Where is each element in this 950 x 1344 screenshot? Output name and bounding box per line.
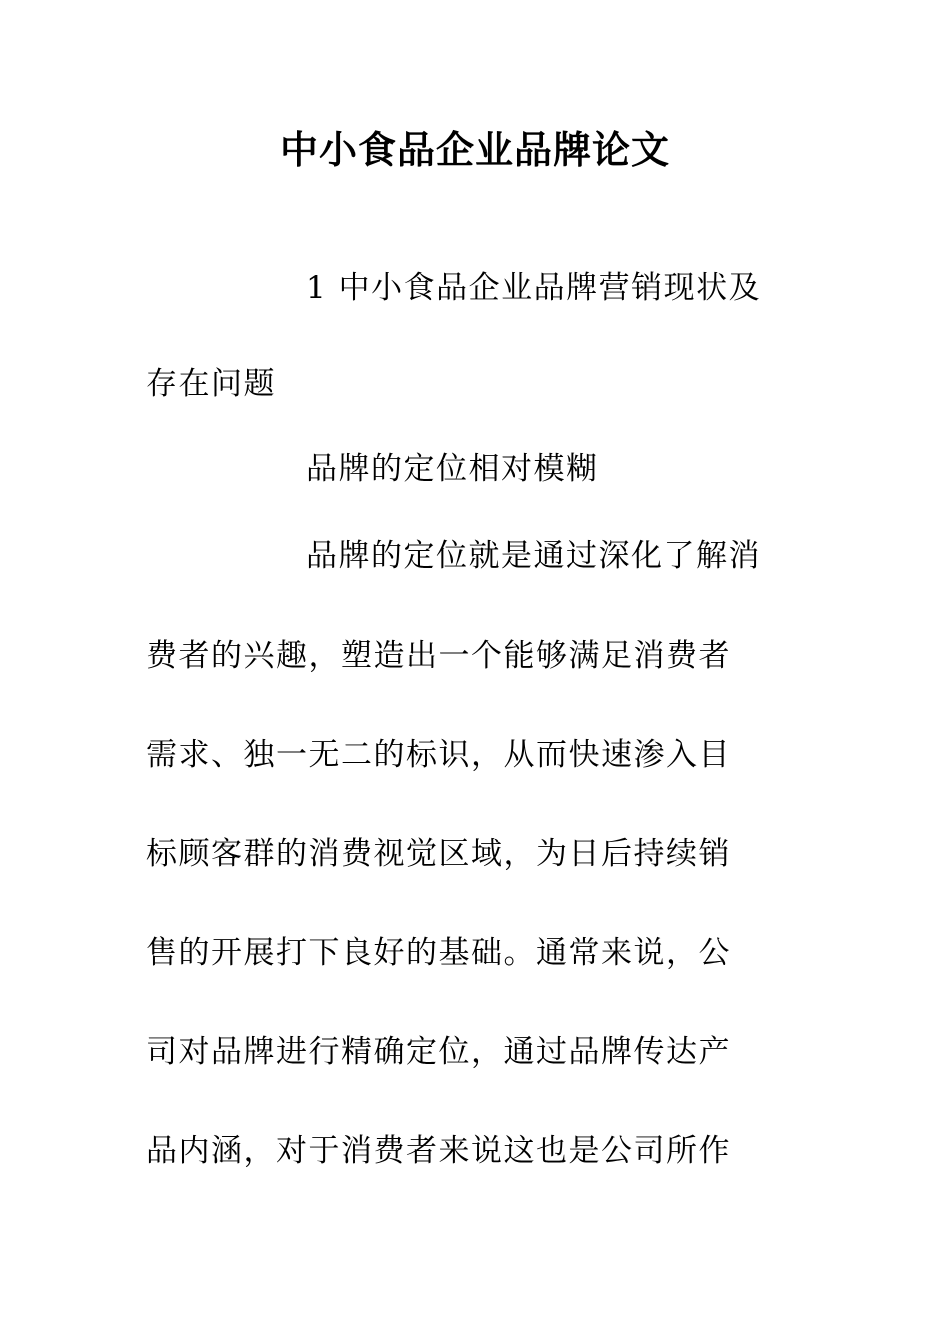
paragraph-line-6: 司对品牌进行精确定位，通过品牌传达产 [146,1034,731,1070]
paragraph-line-5: 售的开展打下良好的基础。通常来说，公 [146,935,731,971]
paragraph-line-1: 品牌的定位就是通过深化了解消 [306,538,761,574]
subheading: 品牌的定位相对模糊 [306,451,599,487]
section-heading-line-2: 存在问题 [146,366,276,402]
paragraph-line-7: 品内涵，对于消费者来说这也是公司所作 [146,1133,731,1169]
document-title: 中小食品企业品牌论文 [279,128,670,172]
paragraph-line-2: 费者的兴趣，塑造出一个能够满足消费者 [146,638,731,674]
section-heading-line-1: 1 中小食品企业品牌营销现状及 [306,270,762,306]
paragraph-line-3: 需求、独一无二的标识，从而快速渗入目 [146,737,731,773]
paragraph-line-4: 标顾客群的消费视觉区域，为日后持续销 [146,836,731,872]
